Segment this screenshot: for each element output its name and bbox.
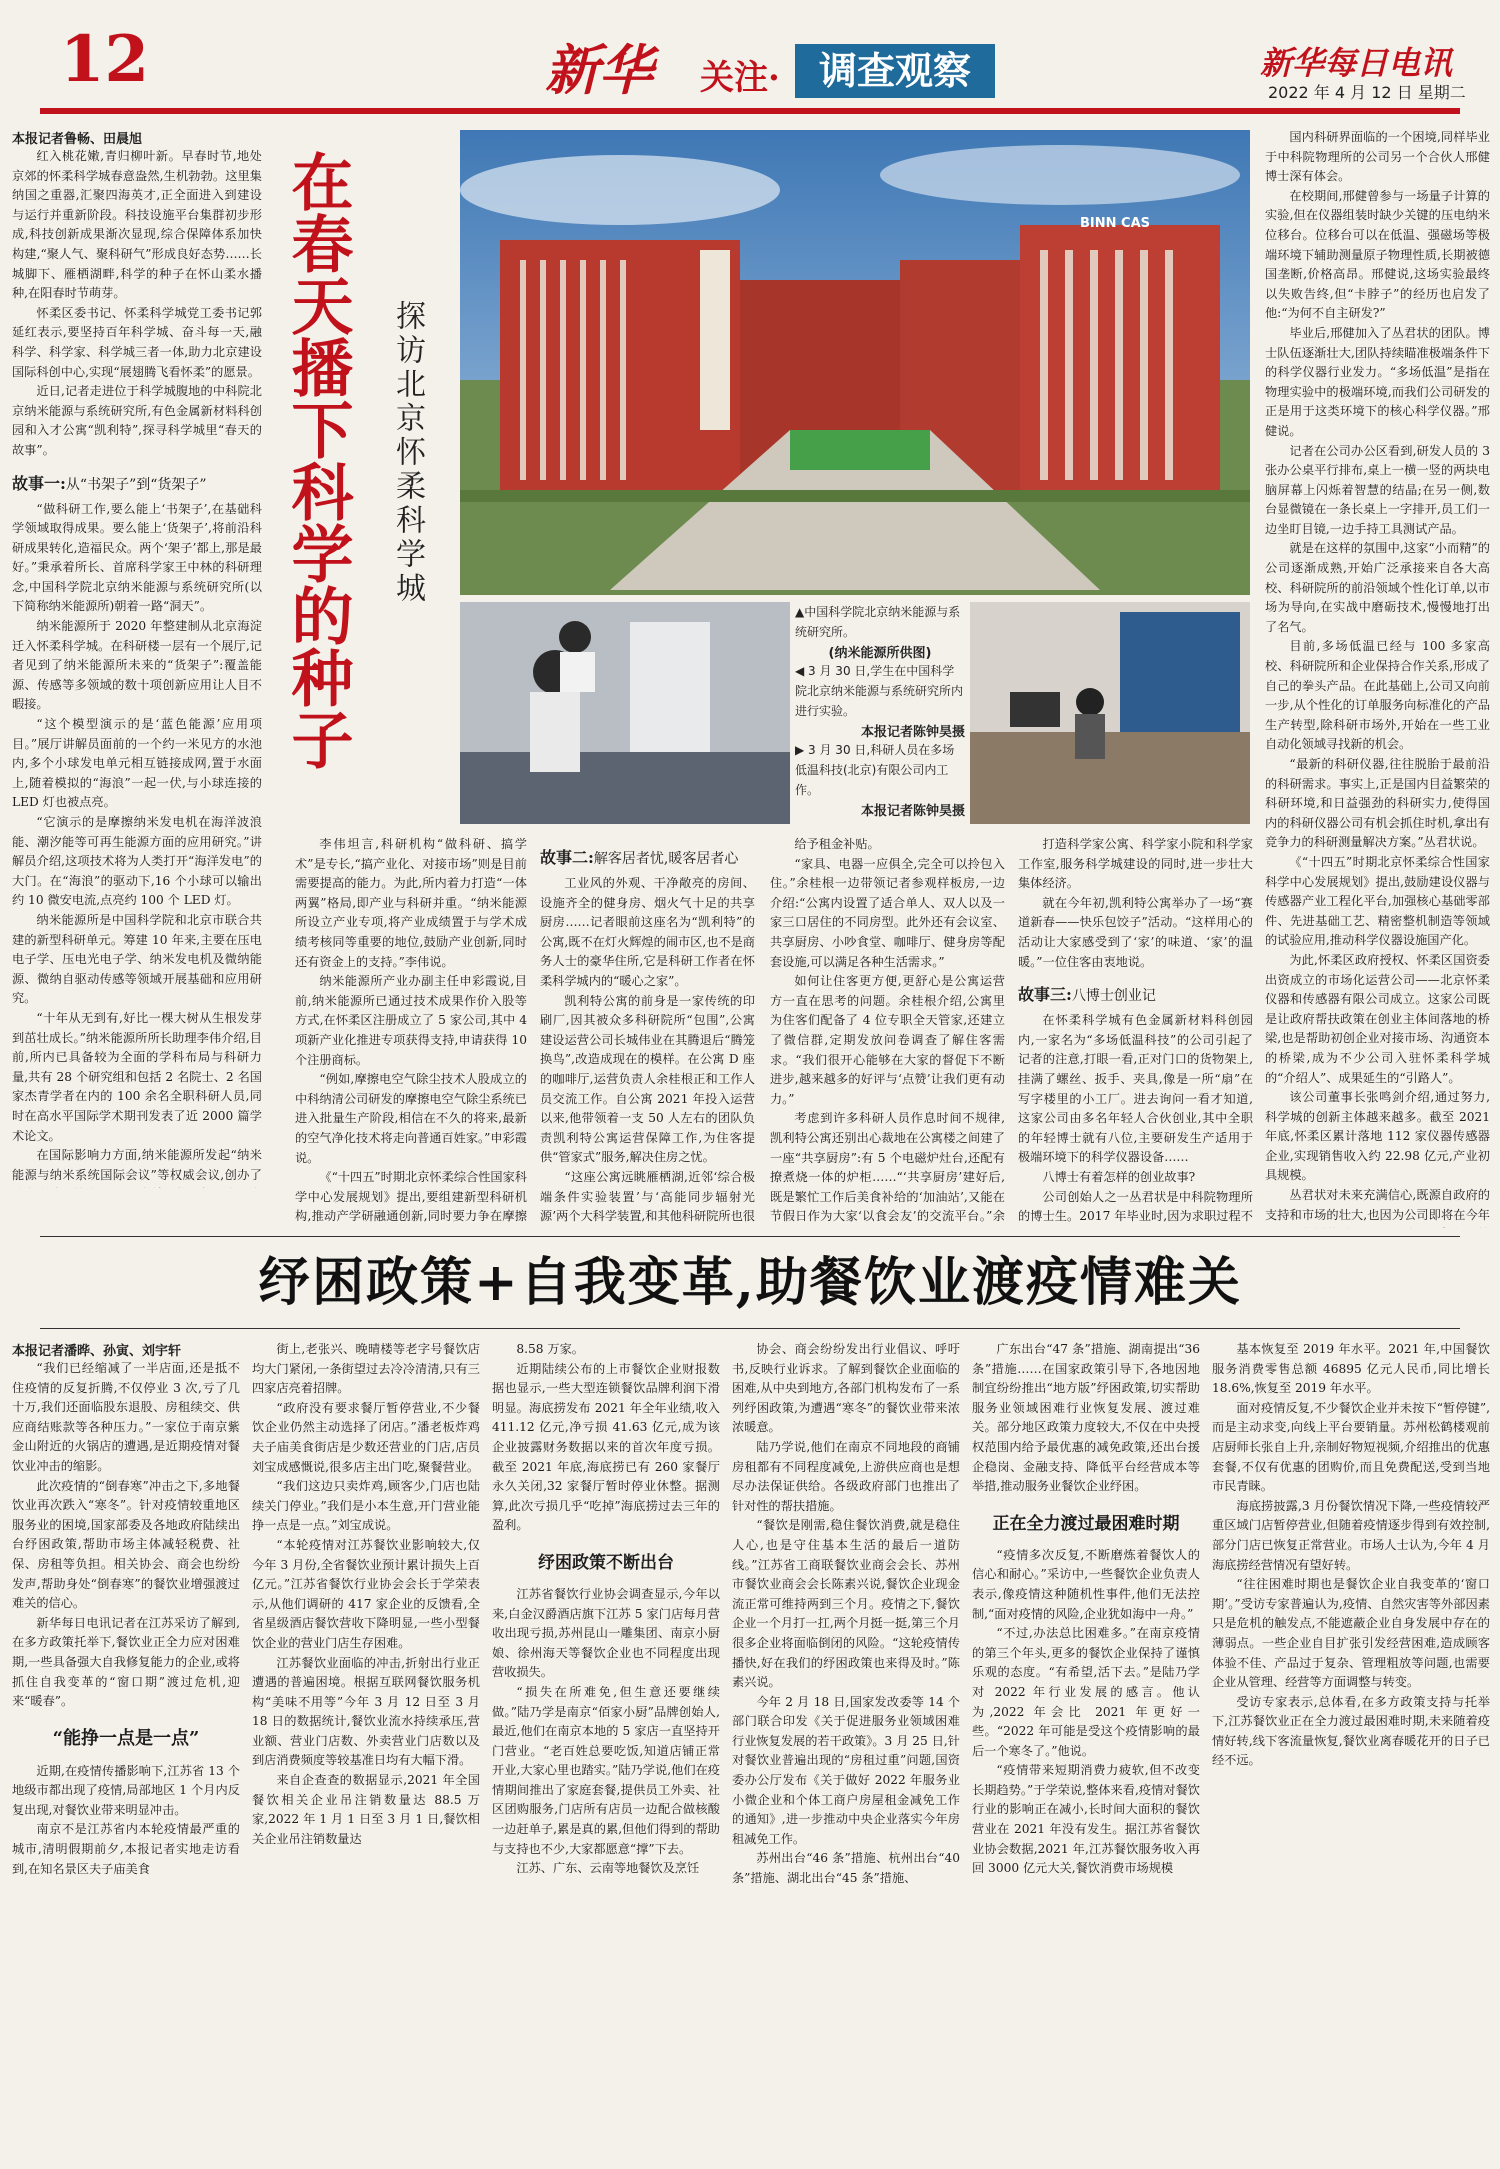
story3-heading: 故事三:八博士创业记 (1018, 985, 1156, 1005)
paragraph: 纳米能源所产业办副主任申彩霞说,目前,纳米能源所已通过技术成果作价入股等方式,在怀柔区注册成立了 5 家公司,其中 4 项新产业化推进专项获得支持,申请获得 10 个注册商标。 (295, 974, 527, 1067)
company-workshop-photo (970, 602, 1250, 824)
paragraph: 给予租金补贴。 (794, 837, 880, 851)
institute-building-photo (460, 130, 1250, 595)
paragraph: “家具、电器一应俱全,完全可以拎包入住。”余桂根一边带领记者参观样板房,一边介绍:“公寓内设置了适合单人、双人以及一家三口居住的不同房型。此外还有会议室、共享厨房、小吵食堂、咖啡厅、健身房等配套设施,可以满足各种生活需求。” (770, 856, 1005, 969)
paragraph: 凯利特公寓的前身是一家传统的印刷厂,因其被众多科研院所“包围”,公寓建设运营公司长城伟业在其腾退后“腾笼换鸟”,改造成现在的模样。在公寓 D 座的咖啡厅,运营负责人余桂根正和工作人员交流工作。自公寓 2021 年投入运营以来,他带领着一支 50 人左右的团队负责凯利特公寓运营保障工作,为住客提供“管家式”服务,解决住房之忧。 (540, 993, 755, 1165)
feature-column-2 (295, 835, 527, 1225)
paragraph: “我们已经缩减了一半店面,还是抵不住疫情的反复折腾,不仅停业 3 次,亏了几十万,我们还面临股东退股、房租续交、供应商结账款等各种压力。”一家位于南京紫金山附近的火锅店的遭遇,是近期疫情对餐饮业冲击的缩影。 (12, 1361, 240, 1473)
paragraph: 李伟坦言,科研机构“做科研、搞学术”是专长,“搞产业化、对接市场”则是目前需要提高的能力。为此,所内着力打造“一体两翼”格局,即产业与科研并重。“纳米能源所设立产业专项,将产业成绩置于与学术成绩考核同等重要的地位,鼓励产业创新,同时还有资金上的支持。”李伟说。 (295, 837, 527, 969)
article2-column-1 (12, 1340, 240, 2155)
feature-column-3 (540, 835, 755, 1225)
caption: ◀ 3 月 30 日,学生在中国科学院北京纳米能源与系统研究所内进行实验。 (795, 664, 964, 718)
feature-subheadline: 探访北京怀柔科学城 (390, 300, 425, 606)
paragraph: 国内科研界面临的一个困境,同样毕业于中科院物理所的公司另一个合伙人邢健博士深有体会。 (1265, 130, 1490, 184)
feature-byline: 本报记者鲁畅、田晨旭 (12, 132, 143, 147)
section-divider (40, 1328, 1460, 1329)
paragraph: “这个模型演示的是‘蓝色能源’应用项目。”展厅讲解员面前的一个约一米见方的水池内,多个小球发电单元相互链接成网,置于水面上,随着模拟的“海浪”一起一伏,与小球连接的 LED 灯也被点亮。 (12, 717, 262, 810)
paragraph: 基本恢复至 2019 年水平。2021 年,中国餐饮服务消费零售总额 46895 亿元人民币,同比增长 18.6%,恢复至 2019 年水平。 (1212, 1342, 1490, 1396)
article2-subheading: “能挣一点是一点” (52, 1727, 200, 1749)
paragraph: “这座公寓远眺雁栖湖,近邻‘综合极端条件实验装置’与‘高能同步辐射光源’两个大科学装置,和其他科研院所也很 (540, 1169, 755, 1224)
paragraph: “例如,摩擦电空气除尘技术人股成立的中科纳清公司研发的摩擦电空气除尘系统已进入批量生产阶段,相信在不久的将来,最新的空气净化技术将走向普通百姓家。”申彩霞说。 (295, 1072, 527, 1165)
section-highlight: 调查观察 (795, 44, 995, 98)
paragraph: 苏州出台“46 条”措施、杭州出台“40 条”措施、湖北出台“45 条”措施、 (732, 1851, 960, 1886)
paragraph: 南京不是江苏省内本轮疫情最严重的城市,清明假期前夕,本报记者实地走访看到,在知名景区夫子庙美食 (12, 1822, 240, 1876)
paragraph: “最新的科研仪器,往往脱胎于最前沿的科研需求。事实上,正是国内目益繁荣的科研环境,和日益强劲的科研实力,使得国内的科研仪器公司有机会抓住时机,拿出有竞争力的科研测量解决方案。”丛君状说。 (1265, 757, 1490, 850)
issue-date: 2022 年 4 月 12 日 星期二 (1268, 83, 1466, 102)
article2-column-6 (1212, 1340, 1490, 2155)
feature-column-6 (1265, 128, 1490, 1228)
article2-column-4 (732, 1340, 960, 2155)
masthead-brand: 新华 (545, 38, 653, 102)
lab-scene-illustration (460, 602, 790, 824)
paragraph: 海底捞披露,3 月份餐饮情况下降,一些疫情较严重区域门店暂停营业,但随着疫情逐步得到有效控制,部分门店已恢复正常营业。市场人士认为,今年 4 月海底捞经营情况有望好转。 (1212, 1498, 1490, 1572)
caption-credit: 本报记者陈钟昊摄 (860, 804, 965, 819)
section-divider (40, 1236, 1460, 1237)
caption: ▶ 3 月 30 日,科研人员在多场低温科技(北京)有限公司内工作。 (795, 743, 955, 797)
paragraph: 《“十四五”时期北京怀柔综合性国家科学中心发展规划》提出,要组建新型科研机构,推动产学研融通创新,同时要力争在摩擦 (295, 1170, 527, 1224)
section-label: 关注· (700, 58, 780, 98)
paragraph: 打造科学家公寓、科学家小院和科学家工作室,服务科学城建设的同时,进一步壮大集体经济。 (1018, 837, 1253, 891)
page-number: 12 (60, 22, 150, 97)
article2-column-3 (492, 1340, 720, 2155)
paragraph: 街上,老张兴、晚晴楼等老字号餐饮店均大门紧闭,一条街望过去冷冷清清,只有三四家店亮着招牌。 (252, 1342, 480, 1396)
paragraph: 丛君状对未来充满信心,既源自政府的支持和市场的壮大,也因为公司即将在今年 (1265, 1188, 1490, 1222)
paragraph: 近日,记者走进位于科学城腹地的中科院北京纳米能源与系统研究所,有色金属新材料科创园和入才公寓“凯利特”,探寻科学城里“春天的故事”。 (12, 384, 262, 457)
caption: ▲中国科学院北京纳米能源与系统研究所。 (795, 605, 961, 639)
paragraph: “我们这边只卖炸鸡,顾客少,门店也陆续关门停业。”我们是小本生意,开门营业能挣一点是一点。”刘宝成说。 (252, 1479, 480, 1533)
paragraph: “疫情带来短期消费力疲软,但不改变长期趋势。”于学荣说,整体来看,疫情对餐饮行业的影响正在减小,长时间大面积的餐饮营业在 2021 年没有发生。据江苏省餐饮业协会数据,2021 年,江苏餐饮服务收入再回 3000 亿元大关,餐饮消费市场规模 (972, 1763, 1200, 1876)
paragraph: 记者在公司办公区看到,研发人员的 3 张办公桌平行排布,桌上一横一竖的两块电脑屏幕上闪烁着智慧的结晶;在另一侧,数台显微镜在一条长桌上一字排开,员工们一边坐盯目镜,一边手持工具测试产品。 (1265, 443, 1490, 536)
paragraph: 广东出台“47 条”措施、湖南提出“36 条”措施……在国家政策引导下,各地因地制宜纷纷推出“地方版”纾困政策,切实帮助服务业领域困难行业恢复发展、渡过难关。部分地区政策力度较大,不仅在中央授权范围内给予最优惠的减免政策,还出台援企稳岗、金融支持、降低平台经营成本等举措,推动服务业餐饮企业纾困。 (972, 1342, 1200, 1494)
paragraph: 公司创始人之一丛君状是中科院物理所的博士生。2017 年毕业时,因为求职过程不 (1018, 1189, 1253, 1224)
paragraph: 在怀柔科学城有色金属新材料科创园内,一家名为“多场低温科技”的公司引起了记者的注意,打眼一看,正对门口的货物架上,挂满了螺丝、扳手、夹具,像是一所“扇”在写字楼里的小工厂。进去询问一看才知道,这家公司由多名年轻人合伙创业,其中全职的年轻博士就有八位,主要研发生产适用于极端环境下的科学仪器设备…… (1018, 1013, 1253, 1165)
header-rule (40, 108, 1460, 114)
paragraph: 如何让住客更方便,更舒心是公寓运营方一直在思考的问题。余桂根介绍,公寓里为住客们配备了 4 位专职全天管家,还建立了微信群,定期发放问卷调查了解住客需求。“我们很开心能够在大家的督促下不断进步,越来越多的好评与‘点赞’让我们更有动力。” (770, 974, 1005, 1106)
workshop-scene-illustration (970, 602, 1250, 824)
paragraph: 面对疫情反复,不少餐饮企业并未按下“暂停键”,而是主动求变,向线上平台要销量。苏州松鹤楼观前店厨师长张自上升,亲制好物短视频,介绍推出的优惠套餐,不仅有优惠的团购价,而且免费配送,受到当地市民青睐。 (1212, 1400, 1490, 1494)
paragraph: “政府没有要求餐厅暂停营业,不少餐饮企业仍然主动选择了闭店。”潘老板炸鸡夫子庙美食街店是少数还营业的门店,店员刘宝成感慨说,很多店主出门吃,聚餐营业。 (252, 1400, 480, 1474)
paragraph: 毕业后,邢健加入了丛君状的团队。博士队伍逐渐壮大,团队持续瞄准极端条件下的科学仪器行业发力。“多场低温”是指在物理实验中的极端环境,而我们公司研发的正是用于这类环境下的核心科学仪器。”邢健说。 (1265, 325, 1490, 438)
paragraph: “损失在所难免,但生意还要继续做。”陆乃学是南京“佰家小厨”品牌创始人,最近,他们在南京本地的 5 家店一直坚持开门营业。“老百姓总要吃饭,知道店铺正常开业,大家心里也踏实。”陆乃学说,他们在疫情期间推出了家庭套餐,提供员工外卖、社区团购服务,门店所有店员一边配合做核酸一边赶单子,累是真的累,但他们得到的帮助与支持也不少,大家都愿意“撑”下去。 (492, 1684, 720, 1856)
paragraph: 目前,多场低温已经与 100 多家高校、科研院所和企业保持合作关系,形成了自己的拳头产品。在此基础上,公司又向前一步,从个性化的订单服务向标准化的产品生产转型,除科研市场外,开始在一些工业自动化领域寻找新的机会。 (1265, 639, 1490, 752)
paragraph: 为此,怀柔区政府授权、怀柔区国资委出资成立的市场化运营公司——北京怀柔仪器和传感器有限公司成立。这家公司既是让政府帮扶政策在创业主体间落地的桥梁,也是帮助初创企业对接市场、沟通资本的桥梁,成为不少公司入驻怀柔科学城的“介绍人”、成果延生的“引路人”。 (1265, 952, 1490, 1085)
paragraph: 就在今年初,凯利特公寓举办了一场“赛道新春——快乐包饺子”活动。“这样用心的活动让大家感受到了‘家’的味道、‘家’的温暖。”一位住客由衷地说。 (1018, 895, 1253, 969)
article2-subheading: 纾困政策不断出台 (538, 1552, 674, 1573)
article2-subheading: 正在全力渡过最困难时期 (992, 1513, 1180, 1534)
article2-column-5 (972, 1340, 1200, 2155)
paragraph: “本轮疫情对江苏餐饮业影响较大,仅今年 3 月份,全省餐饮业预计累计损失上百亿元。”江苏省餐饮行业协会会长于学荣表示,从他们调研的 417 家企业的反馈看,全省星级酒店餐饮营收下降明显,一些小型餐饮企业的营业门店生存困难。 (252, 1537, 480, 1650)
paragraph: 新华每日电讯记者在江苏采访了解到,在多方政策托举下,餐饮业正全力应对困难期,一些具备强大自我修复能力的企业,或将抓住自我变革的“窗口期”渡过危机,迎来“暖春”。 (12, 1615, 240, 1709)
paragraph: 工业风的外观、干净敞亮的房间、设施齐全的健身房、烟火气十足的共享厨房……记者眼前这座名为“凯利特”的公寓,既不在灯火辉煌的闹市区,也不是商务人士的豪华住所,它是科研工作者在怀柔科学城内的“暖心之家”。 (540, 876, 755, 988)
paragraph: 江苏餐饮业面临的冲击,折射出行业正遭遇的普遍困境。根据互联网餐饮服务机构“美味不用等”今年 3 月 12 日至 3 月 18 日的数据统计,餐饮业流水持续承压,营业额、营业门店数、外卖营业门店数以及到店消费频度等较基准日均有大幅下滑。 (252, 1655, 480, 1768)
story1-heading: 故事一:从“书架子”到“货架子” (12, 473, 207, 493)
paragraph: 在校期间,邢健曾参与一场量子计算的实验,但在仪器组装时缺少关键的压电纳米位移台。位移台可以在低温、强磁场等极端环境下辅助测量原子物理性质,长期被德国垄断,价格高昂。邢健说,这场实验最终以失败告终,但“卡脖子”的经历也启发了他:“为何不自主研发?” (1265, 188, 1490, 321)
paragraph: 来自企查查的数据显示,2021 年全国餐饮相关企业吊注销数量达 88.5 万家,2022 年 1 月 1 日至 3 月 1 日,餐饮相关企业吊注销数量达 (252, 1773, 480, 1846)
paragraph: 江苏、广东、云南等地餐饮及烹饪 (516, 1861, 700, 1876)
paragraph: 怀柔区委书记、怀柔科学城党工委书记郭延红表示,要坚持百年科学城、奋斗每一天,融科学、科学家、科学城三者一体,助力北京建设国际科创中心,实现“展翅腾飞看怀柔”的愿景。 (12, 305, 262, 379)
paragraph: 近期,在疫情传播影响下,江苏省 13 个地级市都出现了疫情,局部地区 1 个月内反复出现,对餐饮业带来明显冲击。 (12, 1763, 240, 1817)
newspaper-name: 新华每日电讯 (1260, 44, 1453, 82)
caption-credit: (纳米能源所供图) (828, 646, 932, 661)
paragraph: “不过,办法总比困难多。”在南京疫情的第三个年头,更多的餐饮企业保持了谨慎乐观的态度。“有希望,活下去。”是陆乃学对 2022 年行业发展的感言。他认为,2022 年会比 2021 年更好一些。“2022 年可能是受这个疫情影响的最后一个寒冬了。”他说。 (972, 1626, 1200, 1758)
paragraph: 八博士有着怎样的创业故事? (1042, 1169, 1196, 1184)
paragraph: “它演示的是摩擦纳米发电机在海洋波浪能、潮汐能等可再生能源方面的应用研究。”讲解员介绍,这项技术将为人类打开“海洋发电”的大门。在“海浪”的驱动下,16 个小球可以输出约 10 微安电流,点亮约 100 个 LED 灯。 (12, 815, 262, 908)
second-headline: 纾困政策+自我变革,助餐饮业渡疫情难关 (258, 1252, 1242, 1313)
paragraph: 红入桃花嫩,青归柳叶新。早春时节,地处京郊的怀柔科学城春意盎然,生机勃勃。这里集纳国之重器,汇聚四海英才,正全面进入到建设与运行并重新阶段。科技设施平台集群初步形成,科技创新成果渐次显现,综合保障体系加快构建,“聚人气、聚科研气”形成良好态势……长城脚下、雁栖湖畔,科学的种子在怀山柔水播种,在阳春时节萌芽。 (12, 149, 262, 301)
story2-heading: 故事二:解客居者忧,暖客居者心 (540, 848, 739, 867)
paragraph: “疫情多次反复,不断磨炼着餐饮人的信心和耐心。”采访中,一些餐饮企业负责人表示,像疫情这种随机性事件,他们无法控制,“面对疫情的风险,企业犹如海中一舟。” (972, 1547, 1200, 1621)
paragraph: 近期陆续公布的上市餐饮企业财报数据也显示,一些大型连锁餐饮品牌利润下滑明显。海底捞发布 2021 年全年业绩,收入 411.12 亿元,净亏损 41.63 亿元,成为该企业披露财务数据以来的首次年度亏损。截至 2021 年底,海底捞已有 260 家餐厅永久关闭,32 家餐厅暂时停业休整。据测算,此次亏损几乎“吃掉”海底捞过去三年的盈利。 (492, 1361, 720, 1533)
paragraph: 8.58 万家。 (516, 1342, 584, 1356)
paragraph: 纳米能源所于 2020 年整建制从北京海淀迁入怀柔科学城。在科研楼一层有一个展厅,记者见到了纳米能源所未来的“货架子”:覆盖能源、传感等多领域的数十项创新应用让人目不暇接。 (12, 619, 262, 712)
paragraph: 《“十四五”时期北京怀柔综合性国家科学中心发展规划》提出,鼓励建设仪器与传感器产业工程化平台,加强核心基础零部件、先进基础工艺、精密整机制造等领域的试验应用,推动科学仪器设施国产化。 (1265, 854, 1490, 948)
paragraph: 今年 2 月 18 日,国家发改委等 14 个部门联合印发《关于促进服务业领域困难行业恢复发展的若干政策》。3 月 25 日,针对餐饮业普遍出现的“房租过重”问题,国资委办公厅发布《关于做好 2022 年服务业小微企业和个体工商户房屋租金减免工作的通知》,进一步推动中央企业落实今年房租减免工作。 (732, 1694, 960, 1846)
paragraph: 江苏省餐饮行业协会调查显示,今年以来,白金汉爵酒店旗下江苏 5 家门店每月营收出现亏损,苏州昆山一雕集团、南京小厨娘、徐州海天等餐饮企业也不同程度出现营收损失。 (492, 1586, 720, 1680)
paragraph: 此次疫情的“倒春寒”冲击之下,多地餐饮业再次跌入“寒冬”。针对疫情较重地区服务业的困境,国家部委及各地政府陆续出台纾困政策,帮助市场主体减轻税费、社保、房租等负担。相关协会、商会也纷纷发声,帮助身处“倒春寒”的餐饮业增强渡过难关的信心。 (12, 1478, 240, 1611)
feature-column-5 (1018, 835, 1253, 1225)
paragraph: 陆乃学说,他们在南京不同地段的商铺房租都有不同程度减免,上游供应商也是想尽办法保证供给。各级政府部门也推出了针对性的帮扶措施。 (732, 1439, 960, 1513)
lab-experiment-photo (460, 602, 790, 824)
paragraph: 在国际影响力方面,纳米能源所发起“纳米能源与纳米系统国际会议”等权威会议,创办了 (12, 1148, 262, 1182)
paragraph: 受访专家表示,总体看,在多方政策支持与托举下,江苏餐饮业正在全力渡过最困难时期,未来随着疫情好转,线下客流量恢复,餐饮业离春暖花开的日子已经不远。 (1212, 1694, 1490, 1768)
paragraph: “往往困难时期也是餐饮企业自我变革的‘窗口期’。”受访专家普遍认为,疫情、自然灾害等外部因素只是危机的触发点,不能遮蔽企业自身发展中存在的薄弱点。一些企业自目扩张引发经营困难,造成顾客体验不佳、产品过于复杂、管理粗放等问题,也需要企业从管理、经营等方面调整与转变。 (1212, 1577, 1490, 1690)
paragraph: “做科研工作,要么能上‘书架子’,在基础科学领域取得成果。要么能上‘货架子’,将前沿科研成果转化,造福民众。两个‘架子’都上,那是最好。”秉承着所长、首席科学家王中林的科研理念,中国科学院北京纳米能源与系统研究所(以下简称纳米能源所)朝着一路“洞天”。 (12, 501, 262, 614)
building-illustration (460, 130, 1250, 595)
paragraph: 协会、商会纷纷发出行业倡议、呼吁书,反映行业诉求。了解到餐饮企业面临的困难,从中央到地方,各部门机构发布了一系列纾困政策,为遭遇“寒冬”的餐饮业带来浓浓暖意。 (732, 1342, 960, 1435)
paragraph: “餐饮是刚需,稳住餐饮消费,就是稳住人心,也是守住基本生活的最后一道防线。”江苏省工商联餐饮业商会会长、苏州市餐饮业商会会长陈素兴说,餐饮企业现金流正常可维持两到三个月。疫情之下,餐饮企业一个月打一扛,两个月挺一挺,第三个月很多企业将面临倒闭的风险。“这轮疫情传播快,好在我们的纾困政策也来得及时。”陈素兴说。 (732, 1518, 960, 1690)
paragraph: “十年从无到有,好比一棵大树从生根发芽到茁壮成长。”纳米能源所所长助理李伟介绍,目前,所内已具备较为全面的学科布局与科研力量,共有 28 个研究组和包括 2 名院士、2 名国家杰青学者在内的 100 余名全职科研人员,同时在高水平国际学术期刊发表了近 2000 篇学术论文。 (12, 1010, 262, 1143)
photo-captions-block (795, 602, 965, 824)
paragraph: 考虑到许多科研人员作息时间不规律,凯利特公寓还别出心裁地在公寓楼之间建了一座“共享厨房”:有 5 个电磁炉灶台,还配有撩煮烧一体的炉柜……“‘共享厨房’建好后,既是繁忙工作后美食补给的‘加油站’,又能在节假日作为大家‘以食会友’的交流平台。”余 (770, 1111, 1005, 1224)
article2-column-2 (252, 1340, 480, 2155)
paragraph: 纳米能源所是中国科学院和北京市联合共建的新型科研单元。筹建 10 年来,主要在压电电子学、压电光电子学、纳米发电机及微纳能源、微纳自驱动传感等领域开展基础和应用研究。 (12, 912, 262, 1006)
article2-byline: 本报记者潘晔、孙寅、刘宇轩 (12, 1344, 182, 1359)
caption-credit: 本报记者陈钟昊摄 (860, 725, 965, 740)
building-sign: BINN CAS (1080, 216, 1150, 231)
paragraph: 就是在这样的氛围中,这家“小而精”的公司逐渐成熟,开始广泛承接来自各大高校、科研院所的前沿领域个性化订单,以市场为导向,在实战中磨砺技术,慢慢地打出了名气。 (1265, 541, 1490, 634)
paragraph: 该公司董事长张鸣剑介绍,通过努力,科学城的创新主体越来越多。截至 2021 年底,怀柔区累计落地 112 家仪器传感器企业,实现销售收入约 22.98 亿元,产业初具规模。 (1265, 1090, 1490, 1183)
feature-column-4 (770, 835, 1005, 1225)
feature-headline: 在春天播下科学的种子 (281, 150, 354, 770)
feature-column-1 (12, 128, 262, 1188)
